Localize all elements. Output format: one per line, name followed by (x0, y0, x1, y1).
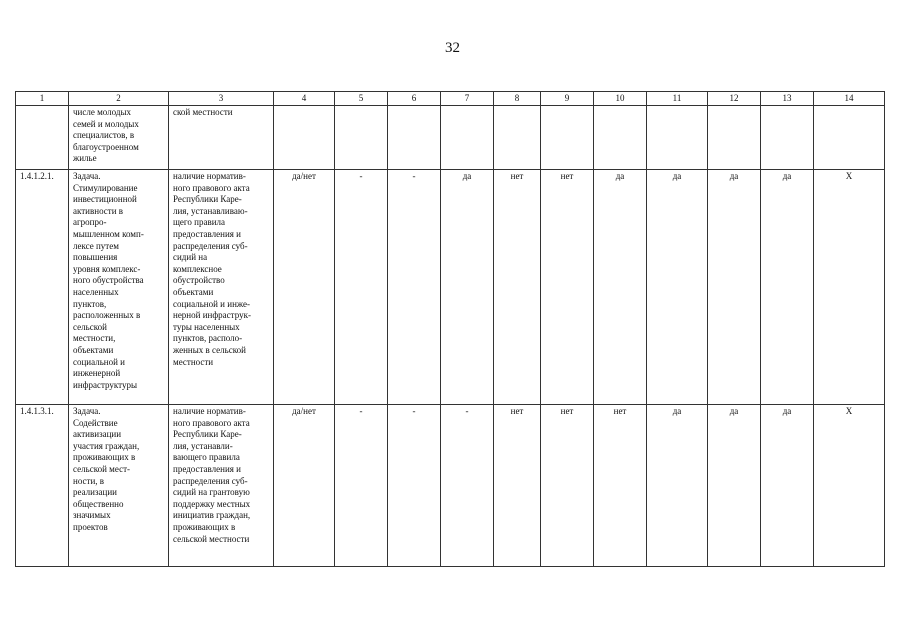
value-cell: - (441, 405, 494, 567)
task-line: мышленном комп- (73, 228, 144, 239)
task-line: числе молодых (73, 107, 132, 117)
row-code: 1.4.1.3.1. (16, 405, 69, 567)
value-cell: - (388, 405, 441, 567)
indicator-line: объектами (173, 286, 214, 297)
value-cell: да (708, 170, 761, 405)
column-number: 5 (335, 92, 388, 106)
task-line: повышения (73, 252, 118, 263)
value-cell: да (647, 405, 708, 567)
value-cell (814, 106, 885, 170)
task-line: лексе путем (73, 240, 119, 251)
task-line: инженерной (73, 368, 121, 379)
task-line: пунктов, (73, 298, 107, 309)
indicator-line: лия, устанавли- (173, 440, 233, 451)
value-cell (761, 106, 814, 170)
indicator-line: распределения суб- (173, 240, 248, 251)
task-cell (69, 170, 169, 405)
indicator-line: социальной и инже- (173, 298, 250, 309)
value-cell (541, 106, 594, 170)
row-code (16, 106, 69, 170)
value-cell: X (814, 170, 885, 405)
value-cell: нет (594, 405, 647, 567)
indicator-line: ного правового акта (173, 182, 250, 193)
indicator-line: распределения суб- (173, 475, 248, 486)
value-cell (494, 106, 541, 170)
task-line: жилье (73, 153, 97, 164)
task-line: специалистов, в (73, 130, 135, 141)
column-number: 2 (69, 92, 169, 106)
value-cell: - (335, 405, 388, 567)
value-cell (594, 106, 647, 170)
value-cell: - (388, 170, 441, 405)
task-line: Задача. (73, 406, 101, 416)
value-cell: X (814, 405, 885, 567)
task-line: Содействие (73, 417, 118, 428)
task-line: сельской (73, 321, 107, 332)
indicator-line: сельской местности (173, 533, 250, 544)
indicators-table (15, 91, 885, 567)
value-cell: нет (494, 405, 541, 567)
task-line: объектами (73, 344, 114, 355)
indicator-line: Республики Каре- (173, 194, 242, 205)
task-line: сельской мест- (73, 463, 131, 474)
indicator-line: вающего правила (173, 452, 240, 463)
column-number: 4 (274, 92, 335, 106)
indicator-cell (169, 106, 274, 170)
unit-cell (274, 106, 335, 170)
column-number: 12 (708, 92, 761, 106)
value-cell: нет (541, 170, 594, 405)
indicator-line: местности (173, 356, 214, 367)
indicator-line: обустройство (173, 275, 225, 286)
indicator-line: туры населенных (173, 321, 240, 332)
indicator-line: ного правового акта (173, 417, 250, 428)
indicator-line: Республики Каре- (173, 429, 242, 440)
column-number: 14 (814, 92, 885, 106)
task-line: благоустроенном (73, 141, 139, 152)
task-cell (69, 106, 169, 170)
task-line: агропро- (73, 217, 107, 228)
column-number: 13 (761, 92, 814, 106)
value-cell (335, 106, 388, 170)
indicator-line: предоставления и (173, 228, 241, 239)
unit-cell: да/нет (274, 405, 335, 567)
task-cell (69, 405, 169, 567)
value-cell (441, 106, 494, 170)
indicator-line: наличие норматив- (173, 406, 246, 416)
task-line: ности, в (73, 475, 105, 486)
value-cell: да (647, 170, 708, 405)
indicator-line: сидий на (173, 252, 208, 263)
column-number: 11 (647, 92, 708, 106)
indicator-line: женных в сельской (173, 344, 246, 355)
column-number: 7 (441, 92, 494, 106)
indicator-line: щего правила (173, 217, 226, 228)
task-line: ного обустройства (73, 275, 144, 286)
indicator-line: проживающих в (173, 521, 236, 532)
column-number: 6 (388, 92, 441, 106)
indicator-line: нерной инфраструк- (173, 310, 251, 321)
task-line: инфраструктуры (73, 379, 137, 390)
task-line: активности в (73, 205, 124, 216)
indicator-line: пунктов, располо- (173, 333, 243, 344)
task-line: местности, (73, 333, 116, 344)
column-number: 8 (494, 92, 541, 106)
column-number: 9 (541, 92, 594, 106)
unit-cell: да/нет (274, 170, 335, 405)
table-row (16, 170, 885, 405)
table-row (16, 405, 885, 567)
indicator-line: комплексное (173, 263, 222, 274)
task-line: проектов (73, 521, 108, 532)
row-code: 1.4.1.2.1. (16, 170, 69, 405)
task-line: реализации (73, 487, 117, 498)
task-line: семей и молодых (73, 118, 139, 129)
indicator-line: лия, устанавливаю- (173, 205, 248, 216)
column-number: 3 (169, 92, 274, 106)
indicator-line: инициатив граждан, (173, 510, 251, 521)
task-line: расположенных в (73, 310, 141, 321)
indicator-cell (169, 170, 274, 405)
task-line: значимых (73, 510, 111, 521)
column-number: 1 (16, 92, 69, 106)
value-cell: да (708, 405, 761, 567)
table-row (16, 106, 885, 170)
column-number-row (16, 92, 885, 106)
value-cell (388, 106, 441, 170)
value-cell: нет (541, 405, 594, 567)
value-cell: - (335, 170, 388, 405)
value-cell (708, 106, 761, 170)
task-line: проживающих в (73, 452, 136, 463)
value-cell: да (761, 170, 814, 405)
task-line: социальной и (73, 356, 125, 367)
value-cell: нет (494, 170, 541, 405)
value-cell: да (594, 170, 647, 405)
task-line: населенных (73, 286, 119, 297)
indicator-cell (169, 405, 274, 567)
value-cell: да (761, 405, 814, 567)
value-cell (647, 106, 708, 170)
indicator-line: ской местности (173, 107, 233, 117)
column-number: 10 (594, 92, 647, 106)
task-line: активизации (73, 429, 122, 440)
indicator-line: наличие норматив- (173, 171, 246, 181)
task-line: Задача. (73, 171, 101, 181)
task-line: Стимулирование (73, 182, 138, 193)
task-line: общественно (73, 498, 124, 509)
value-cell: да (441, 170, 494, 405)
indicator-line: сидий на грантовую (173, 487, 250, 498)
indicator-line: предоставления и (173, 463, 241, 474)
task-line: инвестиционной (73, 194, 137, 205)
indicator-line: поддержку местных (173, 498, 251, 509)
task-line: уровня комплекс- (73, 263, 141, 274)
page-number: 32 (445, 40, 460, 56)
task-line: участия граждан, (73, 440, 140, 451)
